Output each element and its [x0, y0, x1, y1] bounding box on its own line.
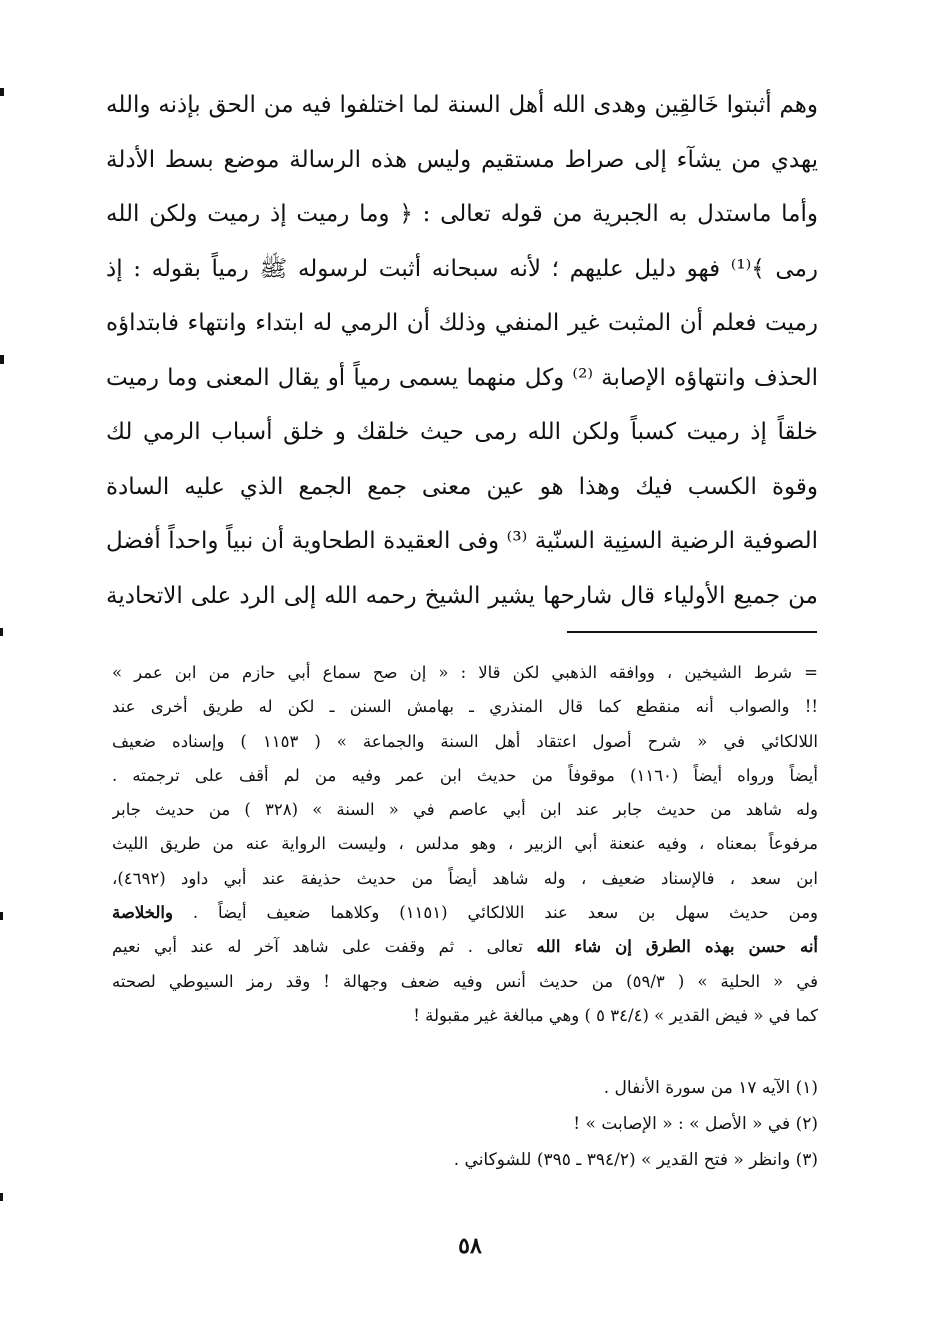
- scan-edge-mark: [0, 1193, 3, 1201]
- main-text-line: من جميع الأولياء قال شارحها يشير الشيخ رحمه الله إلى الرد على الاتحادية: [106, 582, 818, 609]
- footnote-line-text: تعالى . ثم وقفت على شاهد آخر له عند أبي نعيم: [112, 937, 523, 957]
- main-text-line: الحذف وانتهاؤه الإصابة ⁽²⁾ وكل منهما يسمى رمياً أو يقال المعنى وما رميت: [106, 364, 818, 391]
- footnote-line: اللالكائي في « شرح أصول اعتقاد أهل السنة والجماعة » ( ١١٥٣ ) وإسناده ضعيف: [112, 731, 818, 751]
- page-number: ٥٨: [458, 1233, 482, 1259]
- main-text-line: يهدي من يشآء إلى صراط مستقيم وليس هذه الرسالة موضع بسط الأدلة: [106, 146, 818, 173]
- footnote-3: (٣) وانظر « فتح القدير » (٣٩٤/٢ ـ ٣٩٥) للشوكاني .: [453, 1150, 818, 1170]
- main-text-line: الصوفية الرضية السنِية السنّية ⁽³⁾ وفى العقيدة الطحاوية أن نبياً واحداً أفضل: [106, 528, 818, 554]
- footnote-line-text: ومن حديث سهل بن سعد عند اللالكائي (١١٥١) وكلاهما ضعيف أيضاً .: [192, 903, 818, 923]
- footnote-line: = شرط الشيخين ، ووافقه الذهبي لكن قالا : « إن صح سماع أبي حازم من ابن عمر »: [112, 663, 818, 682]
- footnote-line-with-bold: [112, 896, 818, 930]
- footnote-bold-conclusion: والخلاصة: [112, 903, 173, 923]
- footnote-line: في « الحلية » ( ٥٩/٣) من حديث أنس وفيه ضعف وجهالة ! وقد رمز السيوطي لصحته: [112, 971, 818, 991]
- main-text-line: وأما ماستدل به الجبرية من قوله تعالى : ﴿ وما رميت إذ رميت ولكن الله: [106, 201, 818, 227]
- numbered-footnotes: [300, 1070, 818, 1178]
- footnote-line: ابن سعد ، فالإسناد ضعيف ، وله شاهد أيضاً من حديث حذيفة عند أبي داود (٤٦٩٢)،: [112, 868, 818, 888]
- main-text-block: [106, 78, 818, 623]
- scan-edge-mark: [0, 628, 3, 636]
- main-text-line: وقوة الكسب فيك وهذا هو عين معنى جمع الجمع الذي عليه السادة: [106, 473, 818, 500]
- footnote-1: (١) الآيه ١٧ من سورة الأنفال .: [603, 1078, 818, 1098]
- footnote-line: أيضاً ورواه أيضاً (١١٦٠) موقوفاً من حديث ابن عمر وفيه من لم أقف على ترجمته .: [112, 765, 818, 785]
- footnote-continuation-block: [112, 656, 818, 1033]
- main-text-line: وهم أثبتوا خَالقِين وهدى الله أهل السنة لما اختلفوا فيه من الحق بإذنه والله: [106, 92, 818, 118]
- footnote-bold-phrase: أنه حسن بهذه الطرق إن شاء الله: [536, 937, 818, 957]
- main-text-line: رميت فعلم أن المثبت غير المنفي وذلك أن الرمي له ابتداء وانتهاء فابتداؤه: [106, 310, 818, 336]
- footnote-line: وله شاهد من حديث جابر عند ابن أبي عاصم في « السنة » (٣٢٨ ) من حديث جابر: [112, 800, 818, 820]
- footnote-line: !! والصواب أنه منقطع كما قال المنذري ـ بهامش السنن ـ لكن له طريق أخرى عند: [112, 697, 818, 717]
- footnote-separator-rule: [567, 631, 817, 633]
- scan-edge-mark: [0, 88, 4, 96]
- footnote-line: مرفوعاً بمعناه ، وفيه عنعنة أبي الزبير ، وهو مدلس ، وليست الرواية عنه من طريق الليث: [112, 834, 818, 854]
- scan-edge-mark: [0, 912, 3, 920]
- main-text-line: خلقاً إذ رميت كسباً ولكن الله رمى حيث خلقك و خلق أسباب الرمي لك: [106, 419, 818, 445]
- footnote-2: (٢) في « الأصل » : « الإصابت » !: [573, 1114, 818, 1134]
- scan-edge-mark: [0, 355, 4, 364]
- main-text-line: رمى ﴾⁽¹⁾ فهو دليل عليهم ؛ لأنه سبحانه أثبت لرسوله ﷺ رمياً بقوله : إذ: [106, 255, 818, 282]
- footnote-line: كما في « فيض القدير » (٣٤/٤ ٥ ) وهي مبالغة غير مقبولة !: [413, 1005, 818, 1025]
- footnote-line-with-bold: [112, 930, 818, 964]
